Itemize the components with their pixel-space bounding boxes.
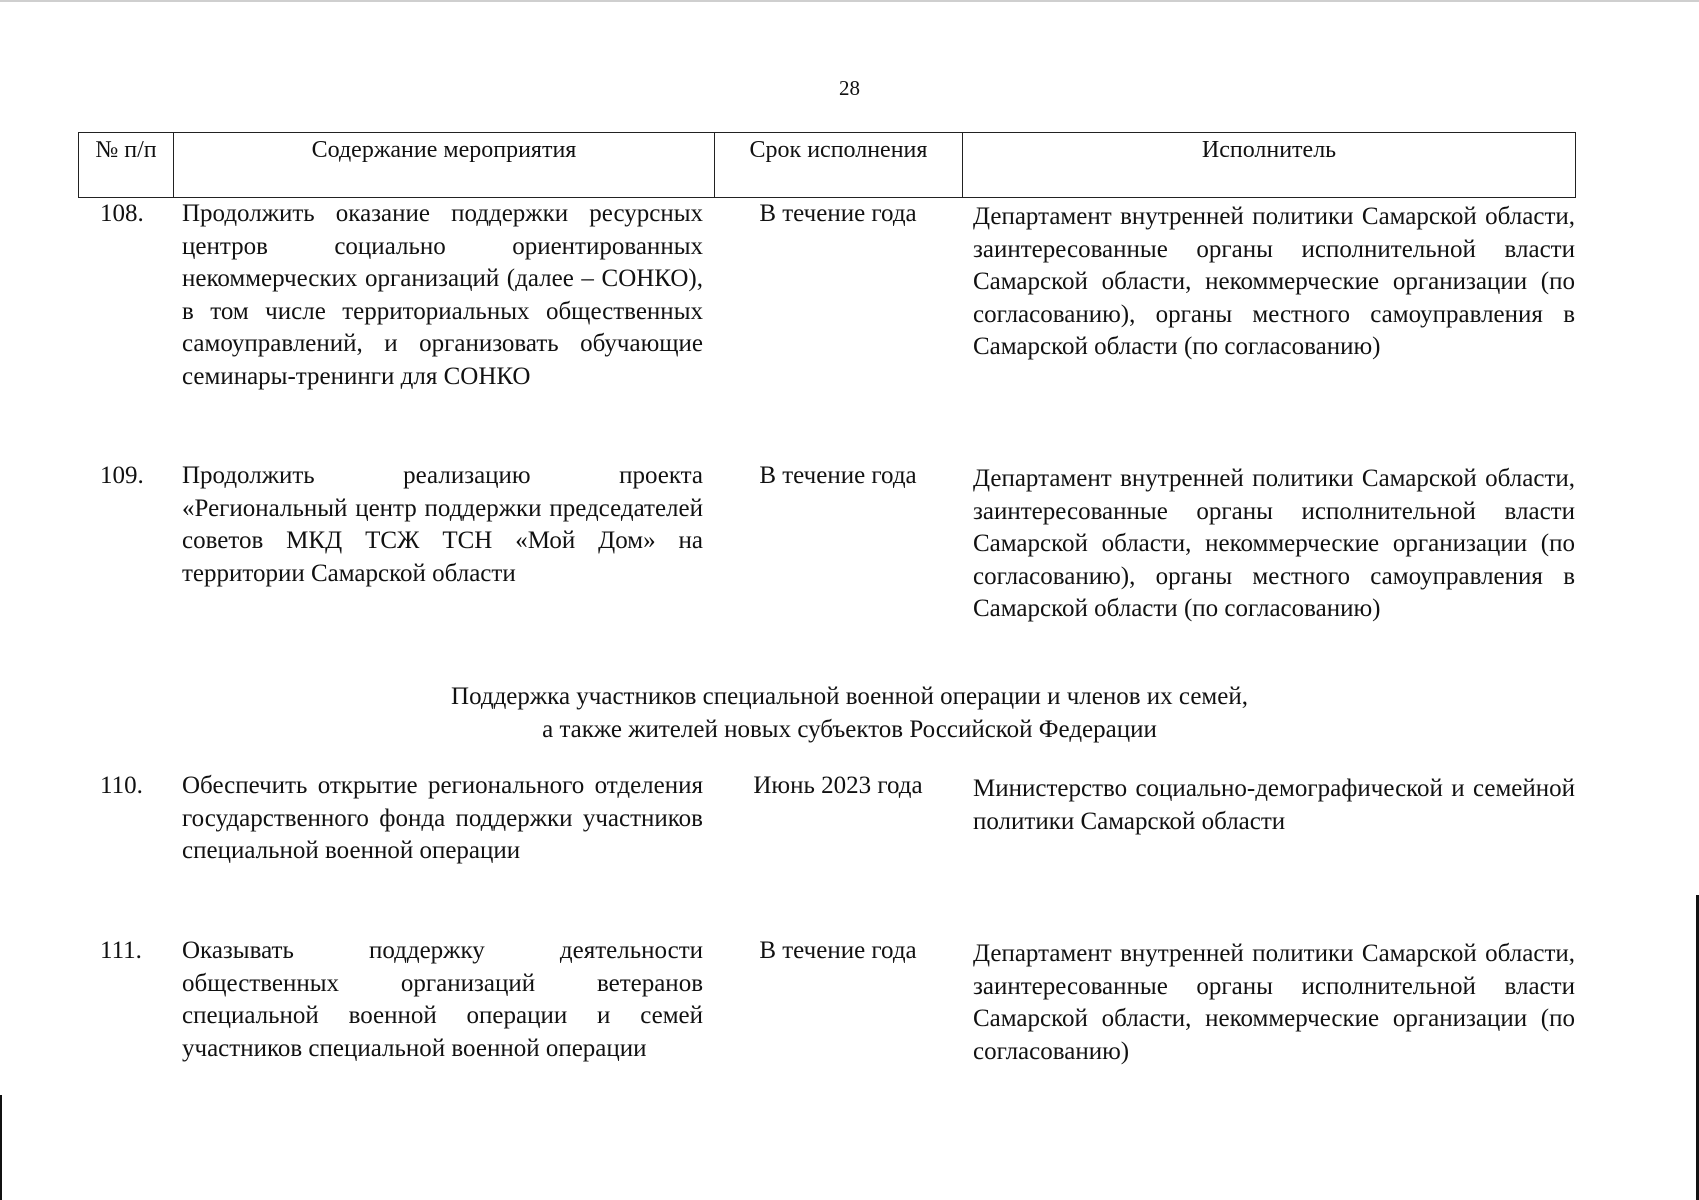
- row-number: 108.: [100, 200, 144, 227]
- header-term: Срок исполнения: [714, 133, 962, 197]
- row-number: 109.: [100, 462, 144, 489]
- row-number: 111.: [100, 937, 142, 964]
- scan-edge-left: [0, 1095, 2, 1200]
- row-term: В течение года: [759, 200, 917, 227]
- row-content: Оказывать поддержку деятельности общественных организаций ветеранов специальной военной операции и семей участников специальной военной операции: [182, 937, 703, 1062]
- row-number: 110.: [100, 772, 143, 799]
- row-content: Продолжить реализацию проекта «Региональный центр поддержки председателей советов МКД ТСЖ ТСН «Мой Дом» на территории Самарской области: [182, 462, 703, 587]
- page-number: 28: [839, 76, 860, 100]
- row-term: Июнь 2023 года: [753, 772, 923, 799]
- row-content: Обеспечить открытие регионального отделения государственного фонда поддержки участников специальной военной операции: [182, 772, 703, 864]
- scan-top-edge: [0, 0, 1699, 2]
- row-executor: Министерство социально-демографической и семейной политики Самарской области: [973, 775, 1575, 835]
- header-content: Содержание мероприятия: [173, 133, 714, 197]
- row-term: В течение года: [759, 462, 917, 489]
- section-title-line2: а также жителей новых субъектов Российской Федерации: [542, 716, 1157, 743]
- table-header: [78, 132, 1576, 198]
- row-term: В течение года: [759, 937, 917, 964]
- row-content: Продолжить оказание поддержки ресурсных центров социально ориентированных некоммерческих организаций (далее – СОНКО), в том числе территориальных общественных самоуправлений, и организовать обучающие семинары-тренинги для СОНКО: [182, 200, 703, 390]
- section-title: [0, 680, 1699, 746]
- header-executor: Исполнитель: [962, 133, 1575, 197]
- header-number: № п/п: [95, 137, 157, 163]
- row-executor: Департамент внутренней политики Самарской области, заинтересованные органы исполнительной власти Самарской области, некоммерческие организации (по согласованию): [973, 940, 1575, 1065]
- row-executor: Департамент внутренней политики Самарской области, заинтересованные органы исполнительной власти Самарской области, некоммерческие организации (по согласованию), органы местного самоуправления в Самарской области (по согласованию): [973, 465, 1575, 622]
- row-executor: Департамент внутренней политики Самарской области, заинтересованные органы исполнительной власти Самарской области, некоммерческие организации (по согласованию), органы местного самоуправления в Самарской области (по согласованию): [973, 203, 1575, 360]
- section-title-line1: Поддержка участников специальной военной операции и членов их семей,: [451, 683, 1248, 710]
